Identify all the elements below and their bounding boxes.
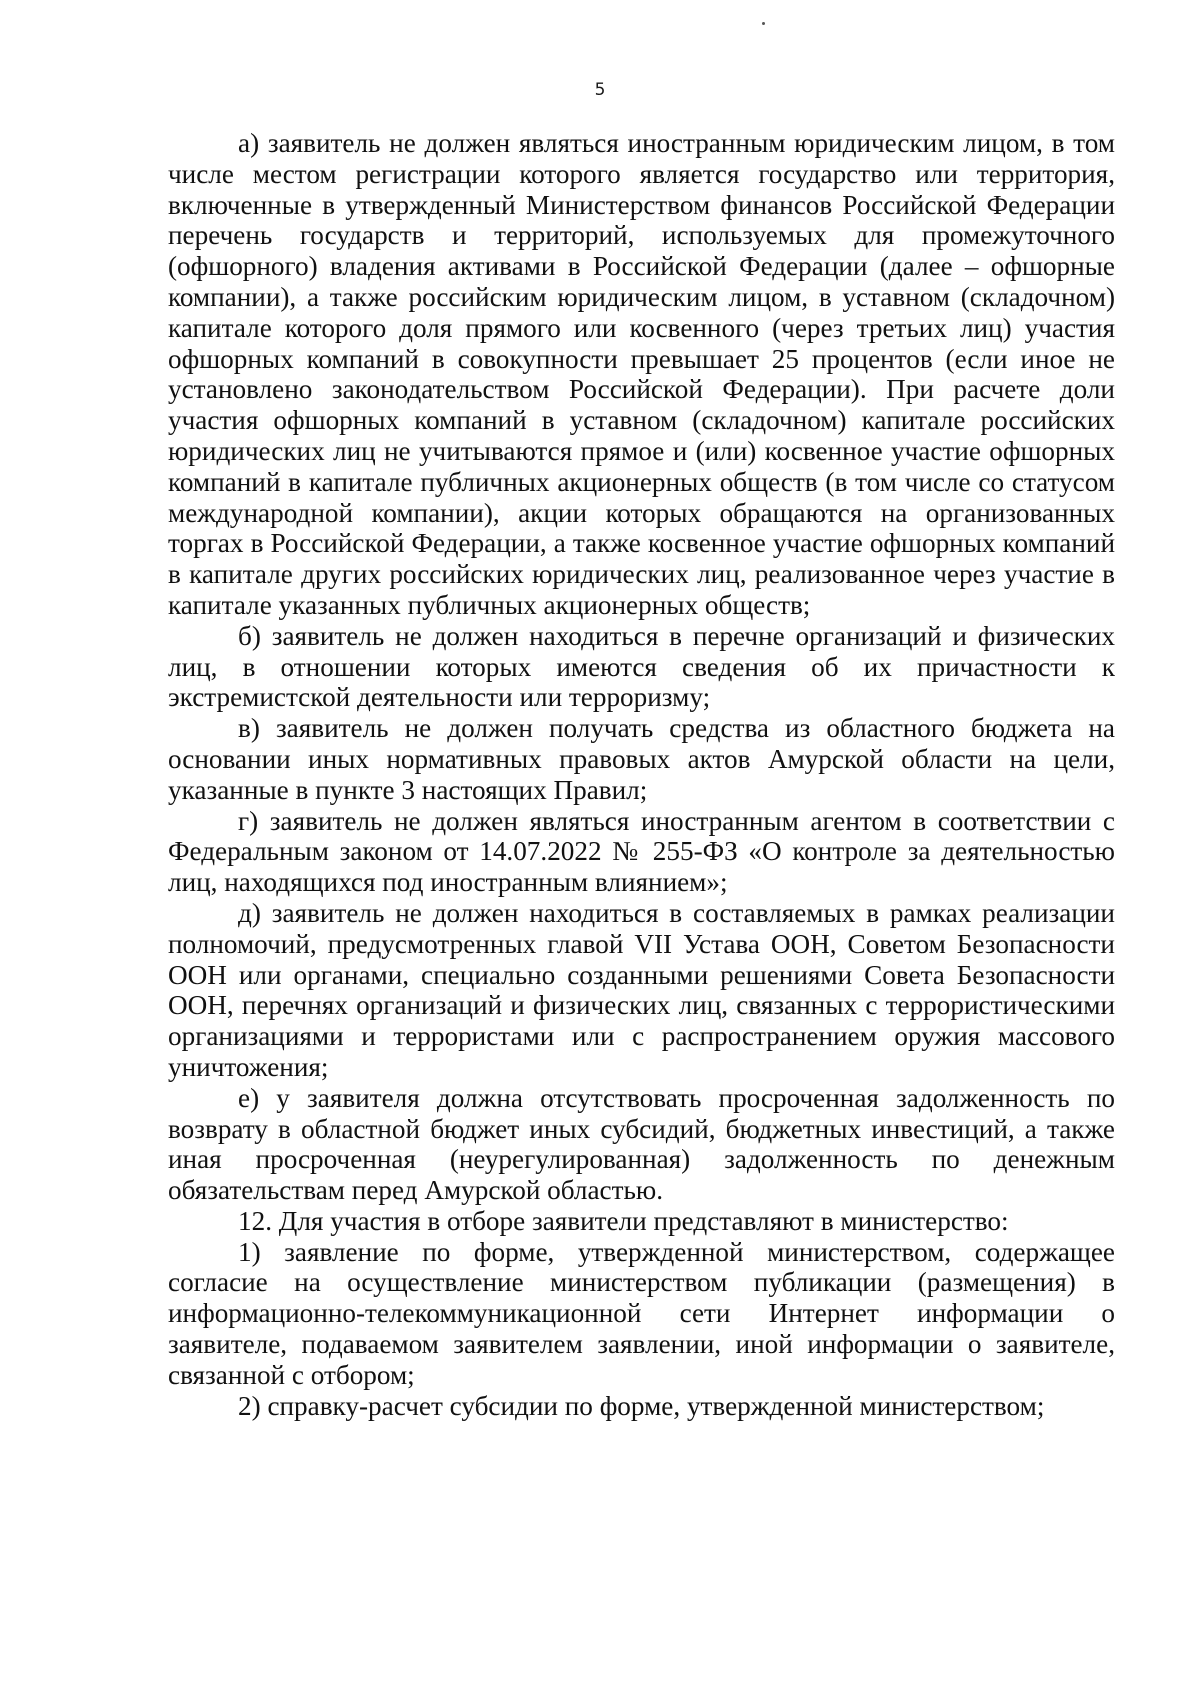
paragraph-v: в) заявитель не должен получать средства из областного бюджета на основании иных нормативных правовых актов Амурской области на цели, указанные в пункте 3 настоящих Правил;	[168, 713, 1115, 805]
paragraph-b: б) заявитель не должен находиться в перечне организаций и физических лиц, в отношении которых имеются сведения об их причастности к экстремистской деятельности или терроризму;	[168, 620, 1115, 713]
document-body	[168, 128, 1115, 1421]
paragraph-g: г) заявитель не должен являться иностранным агентом в соответствии с Федеральным законом от 14.07.2022 № 255-ФЗ «О контроле за деятельностью лиц, находящихся под иностранным влиянием»;	[168, 805, 1115, 898]
scan-speck	[762, 22, 765, 25]
paragraph-d: д) заявитель не должен находиться в составляемых в рамках реализации полномочий, предусмотренных главой VII Устава ООН, Советом Безопасности ООН или органами, специально созданными решениями Совета Безопасности ООН, перечнях организаций и физических лиц, связанных с террористическими организациями и террористами или с распространением оружия массового уничтожения;	[168, 897, 1115, 1082]
paragraph-a: а) заявитель не должен являться иностранным юридическим лицом, в том числе местом регистрации которого является государство или территория, включенные в утвержденный Министерством финансов Российской Федерации перечень государств и территорий, используемых для промежуточного (офшорного) владения активами в Российской Федерации (далее – офшорные компании), а также российским юридическим лицом, в уставном (складочном) капитале которого доля прямого или косвенного (через третьих лиц) участия офшорных компаний в совокупности превышает 25 процентов (если иное не установлено законодательством Российской Федерации). При расчете доли участия офшорных компаний в уставном (складочном) капитале российских юридических лиц не учитываются прямое и (или) косвенное участие офшорных компаний в капитале публичных акционерных обществ (в том числе со статусом международной компании), акции которых обращаются на организованных торгах в Российской Федерации, а также косвенное участие офшорных компаний в капитале других российских юридических лиц, реализованное через участие в капитале указанных публичных акционерных обществ;	[168, 128, 1115, 620]
paragraph-12-2: 2) справку-расчет субсидии по форме, утвержденной министерством;	[238, 1390, 1045, 1421]
paragraph-12: 12. Для участия в отборе заявители представляют в министерство:	[238, 1205, 1009, 1236]
paragraph-12-1: 1) заявление по форме, утвержденной министерством, содержащее согласие на осуществление министерством публикации (размещения) в информационно-телекоммуникационной сети Интернет информации о заявителе, подаваемом заявителем заявлении, иной информации о заявителе, связанной с отбором;	[168, 1236, 1115, 1390]
page-number: 5	[594, 80, 606, 100]
paragraph-e: е) у заявителя должна отсутствовать просроченная задолженность по возврату в областной бюджет иных субсидий, бюджетных инвестиций, а также иная просроченная (неурегулированная) задолженность по денежным обязательствам перед Амурской областью.	[168, 1082, 1115, 1206]
